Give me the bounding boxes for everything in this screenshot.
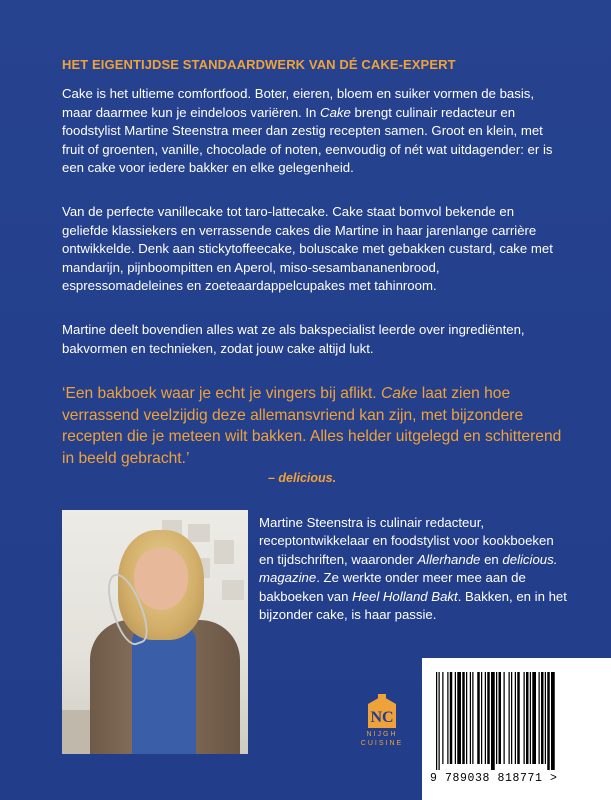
cover-heading: HET EIGENTIJDSE STANDAARDWERK VAN DÉ CAKE-EXPERT <box>62 57 456 72</box>
author-bio: Martine Steenstra is culinair redacteur, receptontwikkelaar en foodstylist voor kookboeken en tijdschriften, waaronder Allerhande en delicious. magazine. Ze werkte onder meer mee aan de bakboeken van Heel Holland Bakt. Bakken, en in het bijzonder cake, is haar passie. <box>259 515 567 623</box>
isbn-digits: 9 789038 818771 > <box>430 772 558 785</box>
publisher-monogram: NC <box>370 709 394 726</box>
review-source: – delicious. <box>268 471 337 485</box>
barcode-bars <box>434 672 604 770</box>
publisher-monogram-icon <box>362 694 402 730</box>
description-paragraph-1: Cake is het ultieme comfortfood. Boter, eieren, bloem en suiker vormen de basis, maar daarmee kun je eindeloos variëren. In Cake brengt culinair redacteur en foodstylist Martine Steenstra meer dan zestig recepten samen. Groot en klein, met fruit of groenten, vanille, chocolade of noten, eenvoudig of nét wat uitdagender: er is een cake voor iedere bakker en elke gelegenheid. <box>62 86 553 176</box>
publisher-name-line1: NIJGH <box>366 731 398 738</box>
publisher-name-line2: CUISINE <box>360 740 404 747</box>
publisher-logo <box>352 694 412 766</box>
description-paragraph-3: Martine deelt bovendien alles wat ze als bakspecialist leerde over ingrediënten, bakvormen en technieken, zodat jouw cake altijd lukt. <box>62 322 525 356</box>
description-paragraph-2: Van de perfecte vanillecake tot taro-lattecake. Cake staat bomvol bekende en geliefde klassiekers en verrassende cakes die Martine in haar jarenlange carrière ontwikkelde. Denk aan stickytoffeecake, boluscake met gebakken custard, cake met mandarijn, pijnboompitten en Aperol, miso-sesambananenbrood, espressomadeleines en zoeteaardappelcupakes met tahinroom. <box>62 204 553 294</box>
author-photo <box>62 510 248 754</box>
isbn-barcode <box>422 658 611 800</box>
review-quote: ‘Een bakboek waar je echt je vingers bij aflikt. Cake laat zien hoe verrassend veelzijdig deze allemansvriend kan zijn, met bijzondere recepten die je meteen wilt bakken. Alles helder uitgelegd en schitterend in beeld gebracht.’ <box>62 385 562 467</box>
